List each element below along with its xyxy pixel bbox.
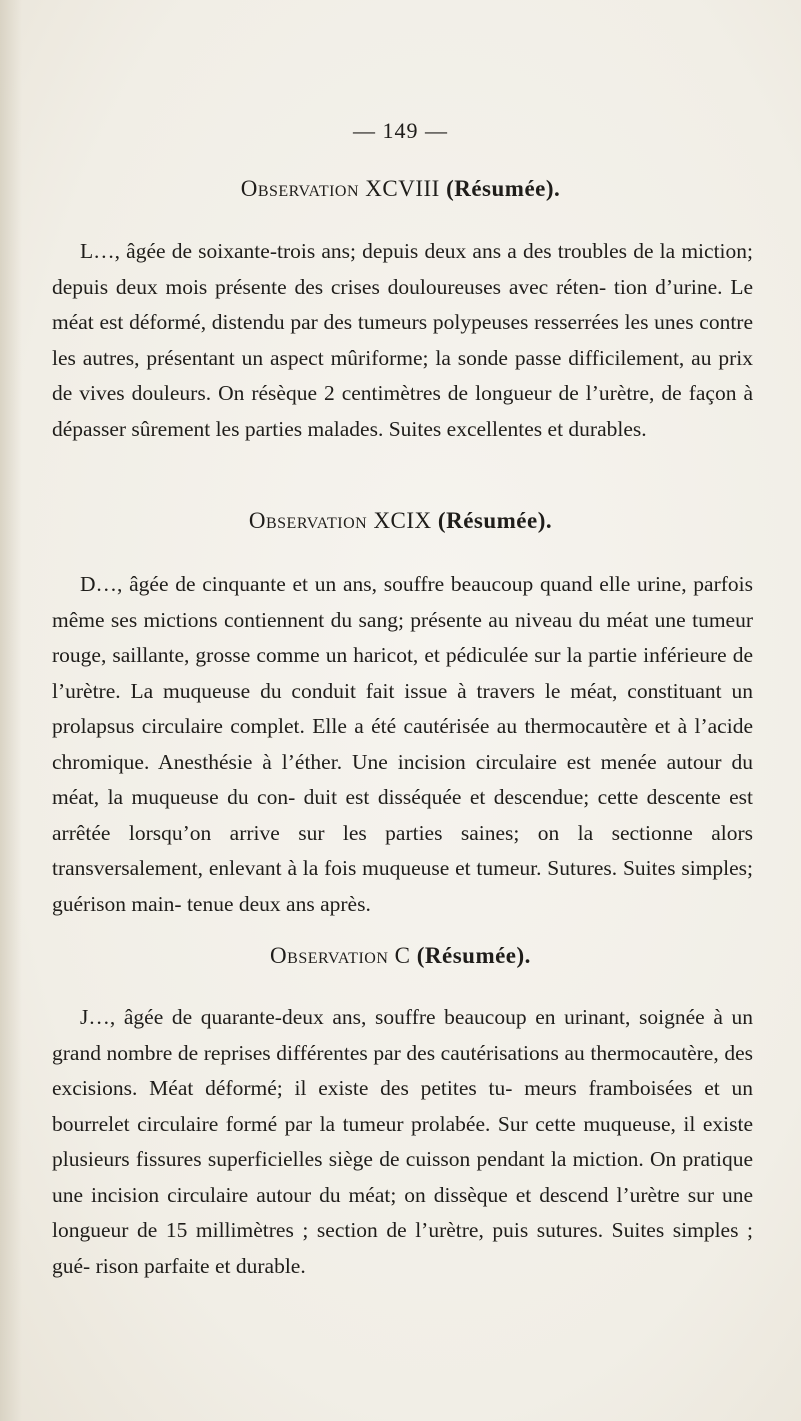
- observation-99-text: D…, âgée de cinquante et un ans, souffre beaucoup quand elle urine, parfois même ses mictions contiennent du sang; présente au niveau du méat une tumeur rouge, saillante, grosse comme un haricot, et pédiculée sur la partie inférieure de l’urètre. La muqueuse du conduit fait issue à travers le méat, constituant un prolapsus circulaire complet. Elle a été cautérisée au thermocautère et à l’acide chromique. Anesthésie à l’éther. Une incision circulaire est menée autour du méat, la muqueuse du con- duit est disséquée et descendue; cette descente est arrêtée lorsqu’on arrive sur les parties saines; on la sectionne alors transversalement, enlevant à la fois muqueuse et tumeur. Sutures. Suites simples; guérison main- tenue deux ans après.: [52, 572, 753, 916]
- observation-99-title: Observation XCIX: [248, 508, 432, 533]
- observation-100-title: Observation C: [270, 943, 411, 968]
- page-edge-shadow: [0, 0, 22, 1421]
- observation-100-text: J…, âgée de quarante-deux ans, souffre beaucoup en urinant, soignée à un grand nombre de reprises différentes par des cautérisations au thermocautère, des excisions. Méat déformé; il existe des petites tu- meurs framboisées et un bourrelet circulaire formé par la tumeur prolabée. Sur cette muqueuse, il existe plusieurs fissures superficielles siège de cuisson pendant la miction. On pratique une incision circulaire autour du méat; on dissèque et descend l’urètre sur une longueur de 15 millimètres ; section de l’urètre, puis sutures. Suites simples ; gué- rison parfaite et durable.: [52, 1005, 753, 1278]
- observation-100-resume: (Résumée).: [416, 943, 531, 968]
- observation-99-resume: (Résumée).: [437, 508, 553, 533]
- observation-99-heading: [0, 508, 801, 534]
- observation-98-resume: (Résumée).: [446, 176, 561, 201]
- observation-98-text: L…, âgée de soixante-trois ans; depuis deux ans a des troubles de la miction; depuis deux mois présente des crises douloureuses avec réten- tion d’urine. Le méat est déformé, distendu par des tumeurs polypeuses resserrées les unes contre les autres, présentant un aspect mûriforme; la sonde passe difficilement, au prix de vives douleurs. On résèque 2 centimètres de longueur de l’urètre, de façon à dépasser sûrement les parties malades. Suites excellentes et durables.: [52, 239, 753, 441]
- observation-100-heading: [0, 943, 801, 969]
- page-number: — 149 —: [353, 118, 448, 143]
- observation-98-title: Observation XCVIII: [240, 176, 440, 201]
- observation-98-heading: [0, 176, 801, 202]
